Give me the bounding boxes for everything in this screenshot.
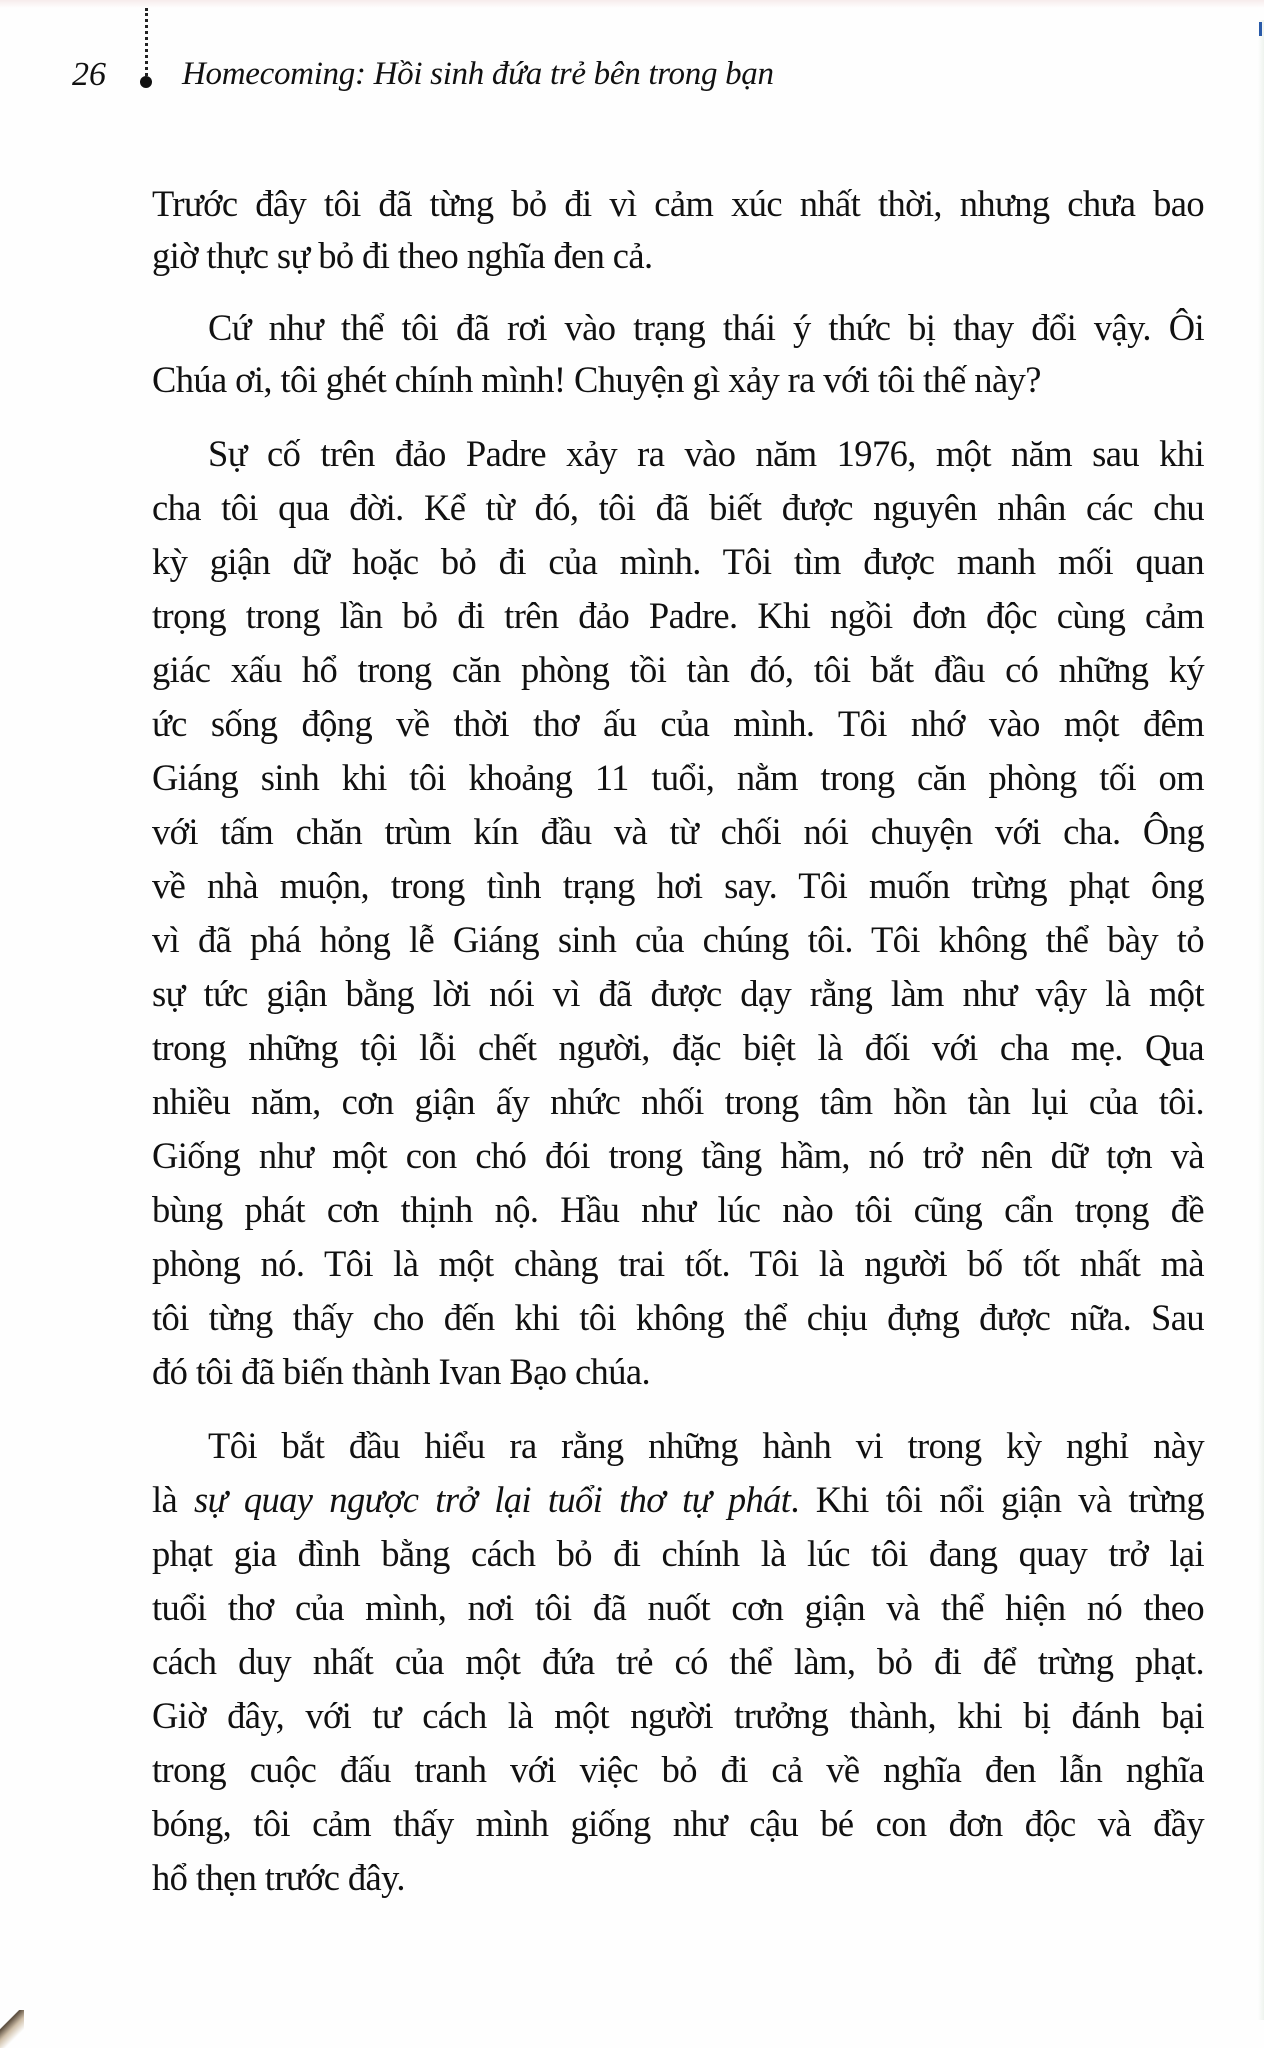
running-header bbox=[0, 0, 1264, 110]
text-line: Trước đây tôi đã từng bỏ đi vì cảm xúc nhất thời, nhưng chưa bao bbox=[152, 183, 1204, 224]
text-line: đó tôi đã biến thành Ivan Bạo chúa. bbox=[152, 1351, 650, 1392]
text-line-with-emphasis bbox=[152, 1478, 1204, 1522]
text-line: bóng, tôi cảm thấy mình giống như cậu bé con đơn độc và đầy bbox=[152, 1803, 1204, 1844]
book-title: Homecoming: Hồi sinh đứa trẻ bên trong bạn bbox=[182, 56, 774, 92]
text-line: Chúa ơi, tôi ghét chính mình! Chuyện gì xảy ra với tôi thế này? bbox=[152, 359, 1041, 400]
italic-emphasis: sự quay ngược trở lại tuổi thơ tự phát bbox=[194, 1479, 791, 1520]
line-suffix: . Khi tôi nổi giận và trừng bbox=[790, 1479, 1204, 1520]
bullet-dot-icon bbox=[140, 76, 152, 88]
text-line: ức sống động về thời thơ ấu của mình. Tôi nhớ vào một đêm bbox=[152, 703, 1204, 744]
dotted-rule-divider bbox=[145, 8, 148, 76]
text-line: tuổi thơ của mình, nơi tôi đã nuốt cơn giận và thể hiện nó theo bbox=[152, 1587, 1204, 1628]
text-line: vì đã phá hỏng lễ Giáng sinh của chúng tôi. Tôi không thể bày tỏ bbox=[152, 919, 1204, 960]
text-line: giờ thực sự bỏ đi theo nghĩa đen cả. bbox=[152, 235, 653, 276]
text-line: Tôi bắt đầu hiểu ra rằng những hành vi trong kỳ nghỉ này bbox=[208, 1425, 1204, 1466]
text-line: bùng phát cơn thịnh nộ. Hầu như lúc nào tôi cũng cẩn trọng đề bbox=[152, 1189, 1204, 1230]
page-right-edge bbox=[1258, 20, 1264, 2020]
text-line: Sự cố trên đảo Padre xảy ra vào năm 1976, một năm sau khi bbox=[208, 433, 1204, 474]
text-line: Cứ như thể tôi đã rơi vào trạng thái ý thức bị thay đổi vậy. Ôi bbox=[208, 307, 1204, 348]
text-line: giác xấu hổ trong căn phòng tồi tàn đó, tôi bắt đầu có những ký bbox=[152, 649, 1204, 690]
text-line: phạt gia đình bằng cách bỏ đi chính là lúc tôi đang quay trở lại bbox=[152, 1533, 1204, 1574]
text-line: trọng trong lần bỏ đi trên đảo Padre. Khi ngồi đơn độc cùng cảm bbox=[152, 595, 1204, 636]
text-line: tôi từng thấy cho đến khi tôi không thể chịu đựng được nữa. Sau bbox=[152, 1297, 1204, 1338]
text-line: nhiều năm, cơn giận ấy nhức nhối trong tâm hồn tàn lụi của tôi. bbox=[152, 1081, 1204, 1122]
text-line: trong những tội lỗi chết người, đặc biệt là đối với cha mẹ. Qua bbox=[152, 1027, 1204, 1068]
scan-thumb-artifact bbox=[0, 2010, 24, 2048]
page-number: 26 bbox=[72, 56, 106, 93]
text-line: cách duy nhất của một đứa trẻ có thể làm, bỏ đi để trừng phạt. bbox=[152, 1641, 1204, 1682]
text-line: trong cuộc đấu tranh với việc bỏ đi cả về nghĩa đen lẫn nghĩa bbox=[152, 1749, 1204, 1790]
text-line: với tấm chăn trùm kín đầu và từ chối nói chuyện với cha. Ông bbox=[152, 811, 1204, 852]
text-line: Giờ đây, với tư cách là một người trưởng thành, khi bị đánh bại bbox=[152, 1695, 1204, 1736]
line-prefix: là bbox=[152, 1479, 195, 1520]
text-line: phòng nó. Tôi là một chàng trai tốt. Tôi là người bố tốt nhất mà bbox=[152, 1243, 1204, 1284]
text-line: cha tôi qua đời. Kể từ đó, tôi đã biết được nguyên nhân các chu bbox=[152, 487, 1204, 528]
text-line: về nhà muộn, trong tình trạng hơi say. Tôi muốn trừng phạt ông bbox=[152, 865, 1204, 906]
text-line: kỳ giận dữ hoặc bỏ đi của mình. Tôi tìm được manh mối quan bbox=[152, 541, 1204, 582]
text-line: Giống như một con chó đói trong tầng hầm, nó trở nên dữ tợn và bbox=[152, 1135, 1204, 1176]
text-line: Giáng sinh khi tôi khoảng 11 tuổi, nằm trong căn phòng tối om bbox=[152, 757, 1204, 798]
text-line: sự tức giận bằng lời nói vì đã được dạy rằng làm như vậy là một bbox=[152, 973, 1204, 1014]
text-line: hổ thẹn trước đây. bbox=[152, 1857, 405, 1898]
